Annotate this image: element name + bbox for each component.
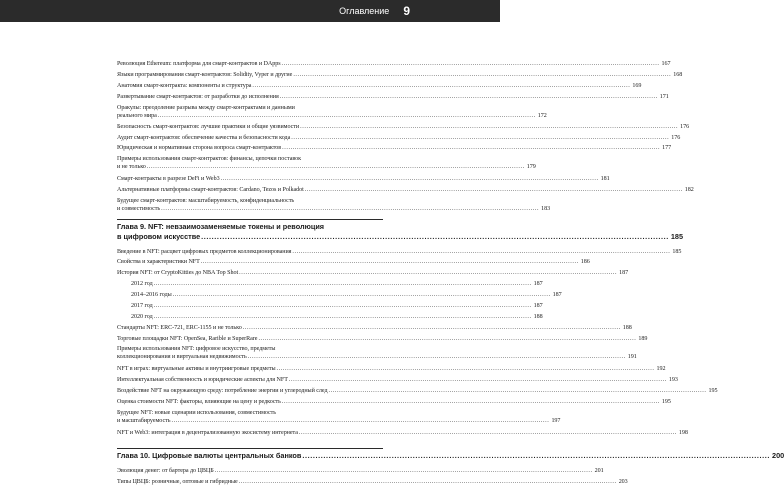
- chapter-rule: [117, 448, 383, 449]
- toc-entry[interactable]: Языки программирования смарт-контрактов: Solidity, Vyper и другие ..... 168: [117, 71, 383, 79]
- toc-entry[interactable]: Смарт-контракты в разрезе DeFi и Web3 ..... 181: [117, 175, 383, 183]
- toc-entry[interactable]: Безопасность смарт-контрактов: лучшие практики и общие уязвимости ..... 176: [117, 123, 383, 131]
- page-number: 9: [403, 4, 410, 18]
- toc-entry[interactable]: Развертывание смарт-контрактов: от разработки до исполнения ..... 171: [117, 93, 383, 101]
- toc-subentry[interactable]: 2012 год ..... 187: [131, 280, 383, 288]
- toc-entry[interactable]: NFT и Web3: интеграция в децентрализованную экосистему интернета ..... 198: [117, 429, 383, 437]
- toc-entry[interactable]: Юридическая и нормативная сторона вопроса смарт-контрактов ..... 177: [117, 144, 383, 152]
- toc-subentry[interactable]: 2020 год ..... 188: [131, 313, 383, 321]
- toc-entry[interactable]: Оценка стоимости NFT: факторы, влияющие на цену и редкость ..... 195: [117, 398, 383, 406]
- toc-entry[interactable]: NFT в играх: виртуальные активы и внутриигровые предметы ..... 192: [117, 365, 383, 373]
- toc-entry[interactable]: Оракулы: преодоление разрыва между смарт-контрактами и данными реального мира ..... 172: [117, 104, 383, 120]
- toc-entry[interactable]: Свойства и характеристики NFT ..... 186: [117, 258, 383, 266]
- chapter-heading-10[interactable]: Глава 10. Цифровые валюты центральных банков ..... 200: [117, 451, 383, 461]
- toc-entry[interactable]: Стандарты NFT: ERC-721, ERC-1155 и не только ..... 188: [117, 324, 383, 332]
- toc-entry[interactable]: Альтернативные платформы смарт-контрактов: Cardano, Tezos и Polkadot ..... 182: [117, 186, 383, 194]
- running-header: [0, 0, 500, 22]
- toc-entry[interactable]: Будущее смарт-контрактов: масштабируемость, конфиденциальность и совместимость ..... 183: [117, 197, 383, 213]
- toc-entry[interactable]: Воздействие NFT на окружающую среду: потребление энергии и углеродный след ..... 195: [117, 387, 383, 395]
- toc-subentry[interactable]: 2017 год ..... 187: [131, 302, 383, 310]
- toc-entry[interactable]: Аудит смарт-контрактов: обеспечение качества и безопасности кода ..... 176: [117, 134, 383, 142]
- toc-entry[interactable]: Эволюция денег: от бартера до ЦВЦБ ..... 201: [117, 467, 383, 475]
- toc-entry[interactable]: Интеллектуальная собственность и юридические аспекты для NFT ..... 193: [117, 376, 383, 384]
- toc-subentry[interactable]: 2014–2016 годы ..... 187: [131, 291, 383, 299]
- toc-entry[interactable]: Примеры использования смарт-контрактов: финансы, цепочки поставок и не только ..... 179: [117, 155, 383, 171]
- chapter-heading-9[interactable]: Глава 9. NFT: невзаимозаменяемые токены и революция в цифровом искусстве ..... 185: [117, 222, 383, 241]
- toc-entry[interactable]: История NFT: от CryptoKitties до NBA Top Shot ..... 187: [117, 269, 383, 277]
- toc-entry[interactable]: Торговые площадки NFT: OpenSea, Rarible и SuperRare ..... 189: [117, 335, 383, 343]
- toc-entry[interactable]: Введение в NFT: расцвет цифровых предметов коллекционирования ..... 185: [117, 248, 383, 256]
- chapter-rule: [117, 219, 383, 220]
- toc-entry[interactable]: Революция Ethereum: платформа для смарт-контрактов и DApps ..... 167: [117, 60, 383, 68]
- toc-entry[interactable]: Будущее NFT: новые сценарии использования, совместимость и масштабируемость ..... 197: [117, 409, 383, 425]
- toc-entry[interactable]: Типы ЦВЦБ: розничные, оптовые и гибридные ..... 203: [117, 478, 383, 486]
- toc-entry[interactable]: Анатомия смарт-контракта: компоненты и структура ..... 169: [117, 82, 383, 90]
- toc-entry[interactable]: Примеры использования NFT: цифровое искусство, предметы коллекционирования и виртуальная недвижимость ..... 191: [117, 345, 383, 361]
- running-title: Оглавление: [339, 6, 390, 16]
